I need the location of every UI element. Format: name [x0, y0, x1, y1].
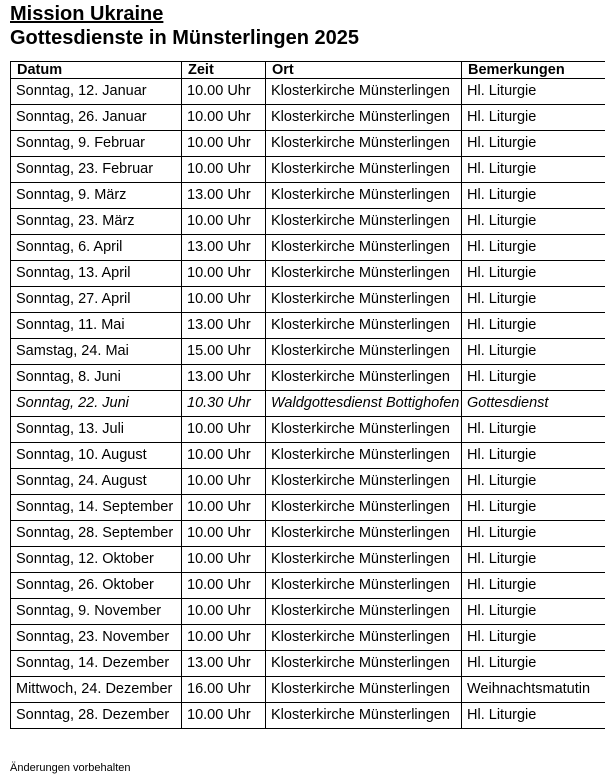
table-row — [11, 261, 605, 287]
cell-bemerkungen: Hl. Liturgie — [462, 573, 605, 599]
cell-ort: Klosterkirche Münsterlingen — [266, 651, 462, 677]
cell-bemerkungen: Hl. Liturgie — [462, 495, 605, 521]
cell-bemerkungen: Hl. Liturgie — [462, 157, 605, 183]
cell-zeit: 10.00 Uhr — [182, 261, 266, 287]
cell-ort: Klosterkirche Münsterlingen — [266, 625, 462, 651]
cell-ort: Klosterkirche Münsterlingen — [266, 573, 462, 599]
cell-ort: Klosterkirche Münsterlingen — [266, 209, 462, 235]
cell-bemerkungen: Hl. Liturgie — [462, 313, 605, 339]
cell-zeit: 10.00 Uhr — [182, 417, 266, 443]
header-zeit: Zeit — [182, 62, 266, 79]
cell-ort: Klosterkirche Münsterlingen — [266, 677, 462, 703]
cell-bemerkungen: Hl. Liturgie — [462, 703, 605, 729]
cell-datum: Sonntag, 12. Oktober — [11, 547, 182, 573]
cell-datum: Sonntag, 9. Februar — [11, 131, 182, 157]
table-row — [11, 625, 605, 651]
cell-zeit: 10.00 Uhr — [182, 547, 266, 573]
cell-ort: Klosterkirche Münsterlingen — [266, 703, 462, 729]
document-title: Mission Ukraine — [10, 3, 164, 25]
cell-bemerkungen: Hl. Liturgie — [462, 209, 605, 235]
cell-bemerkungen: Hl. Liturgie — [462, 79, 605, 105]
cell-ort: Klosterkirche Münsterlingen — [266, 79, 462, 105]
cell-zeit: 16.00 Uhr — [182, 677, 266, 703]
table-row — [11, 131, 605, 157]
cell-bemerkungen: Hl. Liturgie — [462, 235, 605, 261]
cell-zeit: 10.30 Uhr — [182, 391, 266, 417]
cell-zeit: 13.00 Uhr — [182, 235, 266, 261]
table-row — [11, 417, 605, 443]
cell-zeit: 13.00 Uhr — [182, 313, 266, 339]
footnote: Änderungen vorbehalten — [10, 762, 131, 774]
cell-ort: Klosterkirche Münsterlingen — [266, 105, 462, 131]
cell-bemerkungen: Hl. Liturgie — [462, 105, 605, 131]
cell-datum: Sonntag, 26. Oktober — [11, 573, 182, 599]
cell-ort: Klosterkirche Münsterlingen — [266, 365, 462, 391]
cell-datum: Sonntag, 14. Dezember — [11, 651, 182, 677]
table-row — [11, 547, 605, 573]
cell-ort: Klosterkirche Münsterlingen — [266, 443, 462, 469]
header-ort: Ort — [266, 62, 462, 79]
cell-bemerkungen: Hl. Liturgie — [462, 183, 605, 209]
cell-zeit: 10.00 Uhr — [182, 573, 266, 599]
cell-ort: Klosterkirche Münsterlingen — [266, 599, 462, 625]
cell-datum: Sonntag, 23. März — [11, 209, 182, 235]
cell-ort: Klosterkirche Münsterlingen — [266, 287, 462, 313]
table-row — [11, 391, 605, 417]
table-row — [11, 235, 605, 261]
cell-bemerkungen: Hl. Liturgie — [462, 625, 605, 651]
cell-ort: Klosterkirche Münsterlingen — [266, 235, 462, 261]
cell-bemerkungen: Hl. Liturgie — [462, 443, 605, 469]
cell-zeit: 10.00 Uhr — [182, 131, 266, 157]
table-row — [11, 573, 605, 599]
cell-ort: Klosterkirche Münsterlingen — [266, 547, 462, 573]
header-bemerkungen: Bemerkungen — [462, 62, 605, 79]
table-row — [11, 495, 605, 521]
cell-ort: Waldgottesdienst Bottighofen — [266, 391, 462, 417]
cell-zeit: 10.00 Uhr — [182, 703, 266, 729]
cell-ort: Klosterkirche Münsterlingen — [266, 313, 462, 339]
cell-bemerkungen: Hl. Liturgie — [462, 547, 605, 573]
cell-bemerkungen: Gottesdienst — [462, 391, 605, 417]
table-row — [11, 287, 605, 313]
cell-bemerkungen: Hl. Liturgie — [462, 599, 605, 625]
cell-datum: Samstag, 24. Mai — [11, 339, 182, 365]
cell-datum: Sonntag, 22. Juni — [11, 391, 182, 417]
cell-zeit: 10.00 Uhr — [182, 443, 266, 469]
table-row — [11, 469, 605, 495]
cell-datum: Sonntag, 10. August — [11, 443, 182, 469]
cell-bemerkungen: Hl. Liturgie — [462, 365, 605, 391]
cell-zeit: 10.00 Uhr — [182, 521, 266, 547]
table-row — [11, 365, 605, 391]
cell-zeit: 10.00 Uhr — [182, 495, 266, 521]
table-row — [11, 313, 605, 339]
table-row — [11, 651, 605, 677]
cell-datum: Sonntag, 12. Januar — [11, 79, 182, 105]
cell-zeit: 10.00 Uhr — [182, 105, 266, 131]
table-row — [11, 443, 605, 469]
cell-datum: Sonntag, 28. September — [11, 521, 182, 547]
cell-datum: Sonntag, 11. Mai — [11, 313, 182, 339]
table-row — [11, 105, 605, 131]
cell-zeit: 10.00 Uhr — [182, 625, 266, 651]
cell-zeit: 10.00 Uhr — [182, 287, 266, 313]
cell-zeit: 10.00 Uhr — [182, 79, 266, 105]
table-row — [11, 79, 605, 105]
table-row — [11, 677, 605, 703]
cell-bemerkungen: Hl. Liturgie — [462, 651, 605, 677]
cell-datum: Sonntag, 27. April — [11, 287, 182, 313]
cell-zeit: 10.00 Uhr — [182, 469, 266, 495]
cell-bemerkungen: Hl. Liturgie — [462, 287, 605, 313]
table-row — [11, 599, 605, 625]
cell-ort: Klosterkirche Münsterlingen — [266, 339, 462, 365]
cell-datum: Sonntag, 13. Juli — [11, 417, 182, 443]
cell-bemerkungen: Hl. Liturgie — [462, 261, 605, 287]
cell-zeit: 13.00 Uhr — [182, 651, 266, 677]
cell-datum: Sonntag, 13. April — [11, 261, 182, 287]
cell-zeit: 13.00 Uhr — [182, 183, 266, 209]
schedule-table — [10, 61, 605, 729]
cell-datum: Sonntag, 26. Januar — [11, 105, 182, 131]
table-row — [11, 339, 605, 365]
cell-datum: Sonntag, 23. November — [11, 625, 182, 651]
cell-datum: Sonntag, 6. April — [11, 235, 182, 261]
cell-datum: Sonntag, 9. März — [11, 183, 182, 209]
cell-datum: Mittwoch, 24. Dezember — [11, 677, 182, 703]
table-row — [11, 183, 605, 209]
cell-bemerkungen: Hl. Liturgie — [462, 339, 605, 365]
table-body — [11, 79, 605, 729]
cell-zeit: 13.00 Uhr — [182, 365, 266, 391]
cell-datum: Sonntag, 23. Februar — [11, 157, 182, 183]
cell-datum: Sonntag, 9. November — [11, 599, 182, 625]
cell-ort: Klosterkirche Münsterlingen — [266, 521, 462, 547]
cell-datum: Sonntag, 8. Juni — [11, 365, 182, 391]
cell-bemerkungen: Hl. Liturgie — [462, 417, 605, 443]
document-subtitle: Gottesdienste in Münsterlingen 2025 — [10, 27, 359, 49]
cell-bemerkungen: Weihnachtsmatutin — [462, 677, 605, 703]
cell-zeit: 10.00 Uhr — [182, 599, 266, 625]
table-header-row — [11, 62, 605, 79]
cell-datum: Sonntag, 14. September — [11, 495, 182, 521]
cell-ort: Klosterkirche Münsterlingen — [266, 131, 462, 157]
cell-bemerkungen: Hl. Liturgie — [462, 131, 605, 157]
cell-ort: Klosterkirche Münsterlingen — [266, 157, 462, 183]
cell-zeit: 10.00 Uhr — [182, 209, 266, 235]
table-row — [11, 521, 605, 547]
cell-zeit: 10.00 Uhr — [182, 157, 266, 183]
cell-bemerkungen: Hl. Liturgie — [462, 469, 605, 495]
cell-datum: Sonntag, 24. August — [11, 469, 182, 495]
cell-ort: Klosterkirche Münsterlingen — [266, 183, 462, 209]
header-datum: Datum — [11, 62, 182, 79]
table-row — [11, 157, 605, 183]
cell-bemerkungen: Hl. Liturgie — [462, 521, 605, 547]
cell-ort: Klosterkirche Münsterlingen — [266, 495, 462, 521]
cell-ort: Klosterkirche Münsterlingen — [266, 417, 462, 443]
cell-zeit: 15.00 Uhr — [182, 339, 266, 365]
table-row — [11, 209, 605, 235]
cell-ort: Klosterkirche Münsterlingen — [266, 469, 462, 495]
cell-ort: Klosterkirche Münsterlingen — [266, 261, 462, 287]
table-row — [11, 703, 605, 729]
cell-datum: Sonntag, 28. Dezember — [11, 703, 182, 729]
